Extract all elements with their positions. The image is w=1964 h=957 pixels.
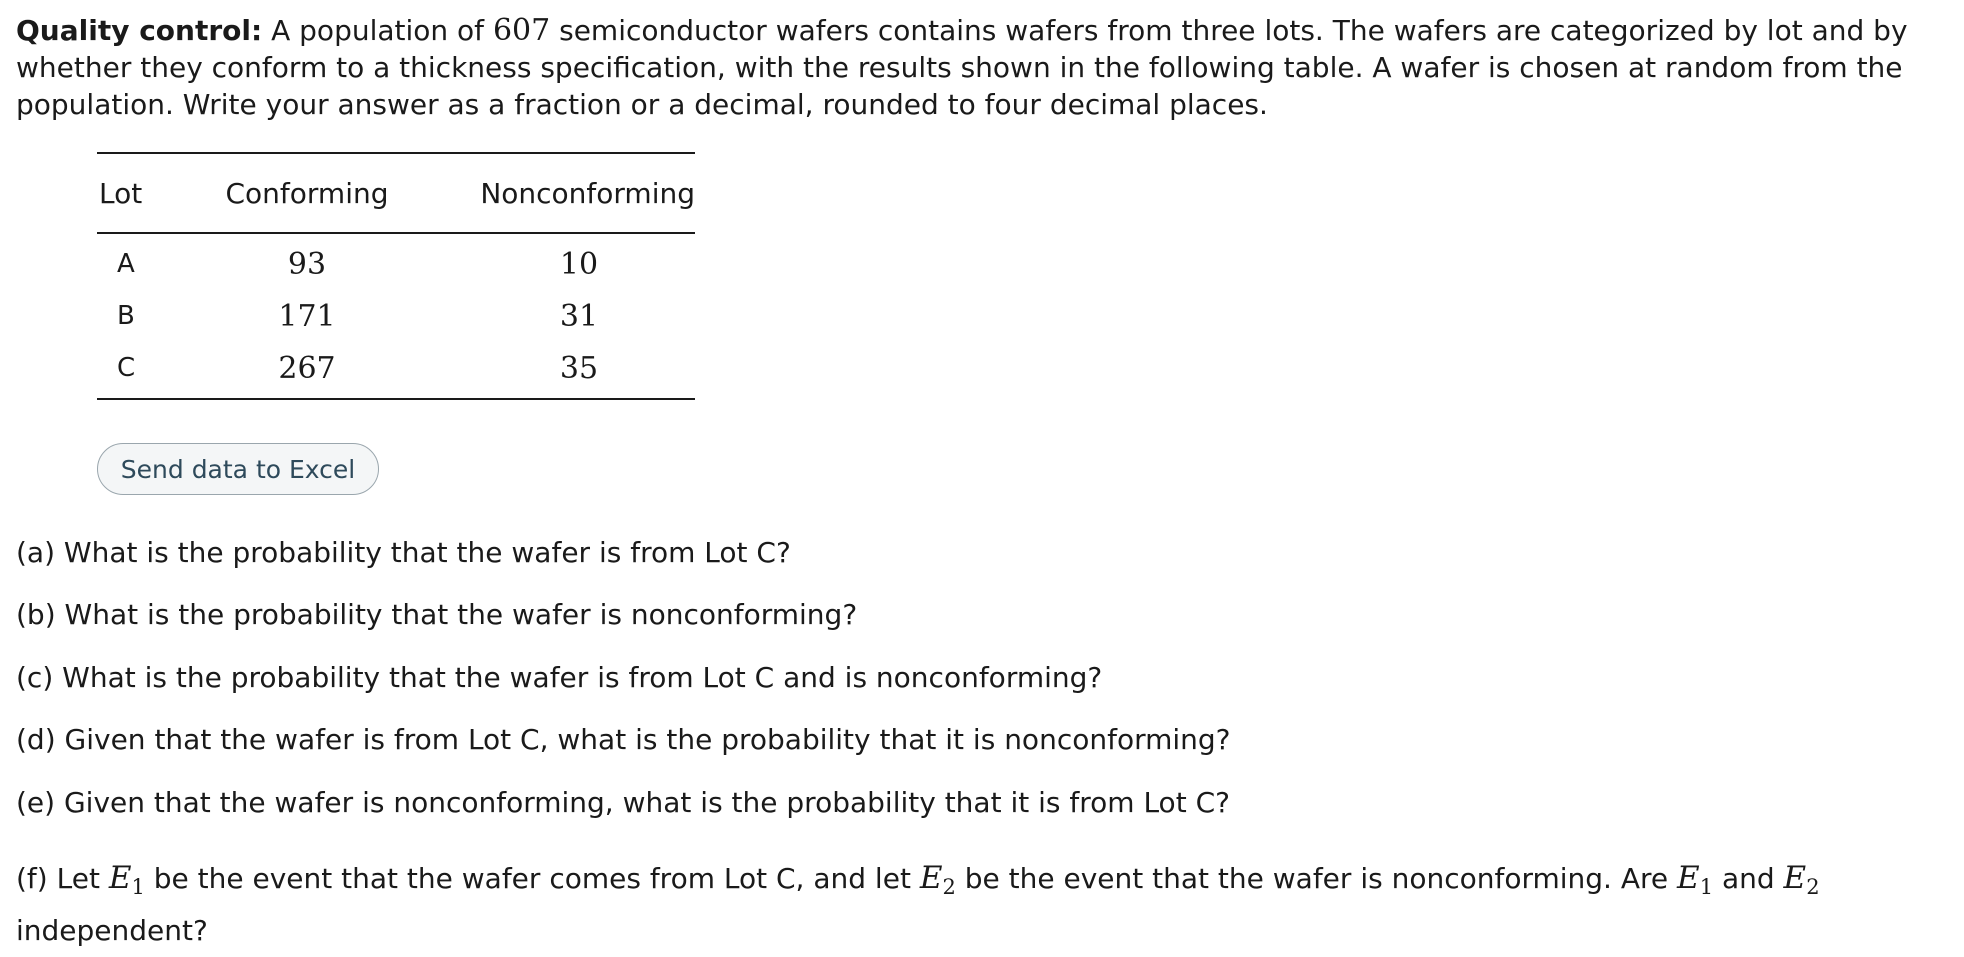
question-f-text: (f) Let — [16, 862, 109, 895]
intro-text-start: A population of — [262, 14, 493, 47]
table-header-row — [97, 154, 695, 232]
event-subscript: 2 — [942, 875, 956, 899]
conforming-cell: 267 — [278, 350, 336, 386]
intro-text-end: semiconductor wafers contains wafers from three lots. The wafers are categorized by lot and by whether they conform to a thickness specification, with the results shown in the following table. A wafer is chosen at random from the population. Write your answer as a fraction or a decimal, rounded to four decimal places. — [16, 14, 1908, 121]
header-conforming: Conforming — [225, 176, 389, 210]
send-to-excel-button[interactable]: Send data to Excel — [97, 443, 379, 495]
lot-cell: B — [117, 301, 135, 331]
event-e1 — [1677, 860, 1714, 899]
question-f-text: be the event that the wafer is nonconforming. Are — [955, 862, 1678, 895]
event-letter: E — [919, 860, 943, 896]
event-letter: E — [1677, 860, 1700, 896]
table-bottom-rule — [97, 398, 695, 400]
nonconforming-cell: 31 — [559, 298, 599, 334]
event-letter: E — [108, 860, 132, 896]
event-e2 — [919, 860, 956, 899]
question-f-text: and — [1713, 862, 1784, 895]
question-f-text: independent? — [16, 914, 208, 947]
conforming-cell: 171 — [278, 298, 336, 334]
table-row — [97, 290, 695, 342]
question-b: (b) What is the probability that the wafer is nonconforming? — [16, 598, 858, 631]
event-e1 — [108, 860, 145, 899]
question-f — [16, 852, 1946, 957]
table-row — [97, 238, 695, 290]
header-lot: Lot — [99, 176, 143, 210]
table-row — [97, 342, 695, 394]
lot-cell: A — [117, 249, 135, 279]
event-subscript: 1 — [131, 875, 145, 899]
nonconforming-cell: 10 — [559, 246, 599, 282]
question-f-text: be the event that the wafer comes from Lot C, and let — [144, 862, 920, 895]
population-count: 607 — [492, 13, 551, 48]
event-e2 — [1783, 860, 1820, 899]
nonconforming-cell: 35 — [559, 350, 599, 386]
event-subscript: 1 — [1699, 875, 1714, 899]
question-c: (c) What is the probability that the wafer is from Lot C and is nonconforming? — [16, 661, 1103, 694]
wafer-data-table — [97, 152, 695, 400]
event-subscript: 2 — [1806, 875, 1820, 899]
event-letter: E — [1783, 860, 1807, 896]
question-a: (a) What is the probability that the wafer is from Lot C? — [16, 536, 791, 569]
question-d: (d) Given that the wafer is from Lot C, what is the probability that it is nonconforming? — [16, 723, 1231, 756]
problem-intro — [16, 12, 1946, 123]
question-e: (e) Given that the wafer is nonconforming, what is the probability that it is from Lot C? — [16, 786, 1230, 819]
problem-label: Quality control: — [16, 14, 263, 47]
conforming-cell: 93 — [287, 246, 327, 282]
header-nonconforming: Nonconforming — [480, 176, 695, 210]
table-body — [97, 234, 695, 398]
lot-cell: C — [117, 353, 136, 383]
